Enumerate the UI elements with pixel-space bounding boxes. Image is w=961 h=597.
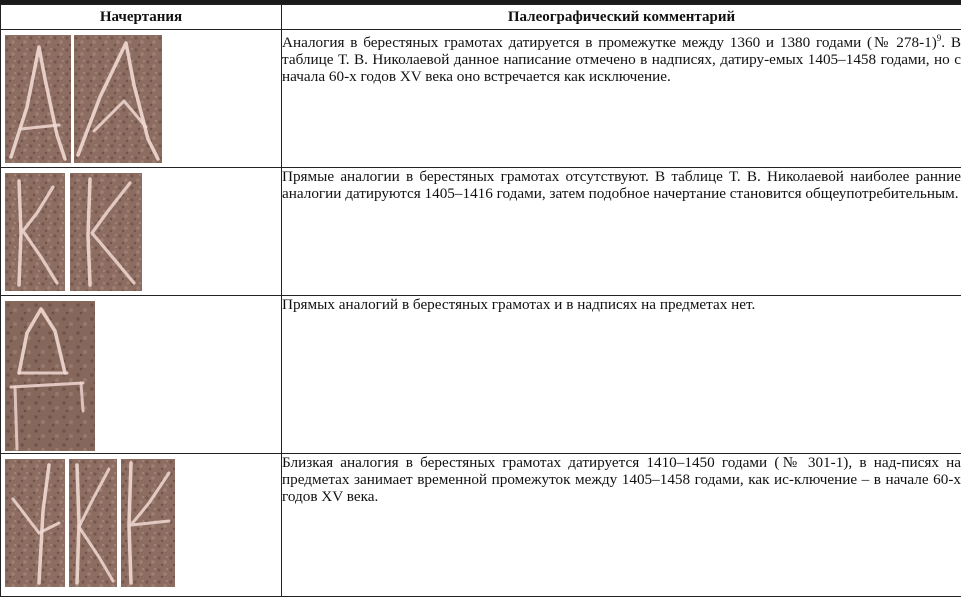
- glyph-photo-k-2: [70, 173, 142, 291]
- paleography-table: [0, 4, 961, 597]
- footnote-marker: 9: [937, 33, 942, 43]
- glyph-photo-zh-2: [69, 459, 117, 587]
- table-header-row: [1, 5, 961, 30]
- glyph-cell: [1, 296, 282, 454]
- glyph-cell: [1, 454, 282, 597]
- header-glyphs: Начертания: [1, 5, 282, 30]
- glyph-photo-d: [5, 301, 95, 451]
- comment-cell: [282, 30, 961, 168]
- glyph-cell: [1, 30, 282, 168]
- glyph-cell: [1, 168, 282, 296]
- glyph-photo-zh-3: [121, 459, 175, 587]
- table-row: [1, 296, 961, 454]
- glyph-photo-a-2: [74, 35, 162, 163]
- comment-text: Аналогия в берестяных грамотах датируется в промежутке между 1360 и 1380 годами (№ 278-1): [282, 34, 937, 51]
- table-row: [1, 30, 961, 168]
- glyph-photo-a-1: [5, 35, 71, 163]
- table-row: [1, 454, 961, 597]
- comment-cell: Близкая аналогия в берестяных грамотах датируется 1410–1450 годами (№ 301-1), в над-писях на предметах занимает временной промежуток между 1405–1458 годами, как ис-ключение – в начале 60-х годов XV века.: [282, 454, 961, 597]
- comment-cell: Прямые аналогии в берестяных грамотах отсутствуют. В таблице Т. В. Николаевой наиболее ранние аналогии датируются 1405–1416 годами, затем подобное начертание становится общеупотребительным.: [282, 168, 961, 296]
- table-row: [1, 168, 961, 296]
- comment-cell: Прямых аналогий в берестяных грамотах и в надписях на предметах нет.: [282, 296, 961, 454]
- glyph-photo-k-1: [5, 173, 65, 291]
- glyph-photo-zh-1: [5, 459, 65, 587]
- header-comment: Палеографический комментарий: [282, 5, 961, 30]
- comment-text: . В таблице Т. В. Николаевой данное написание отмечено в надписях, датиру-емых 1405–1458 годами, но с начала 60-х годов XV века оно встречается как исключение.: [282, 34, 961, 85]
